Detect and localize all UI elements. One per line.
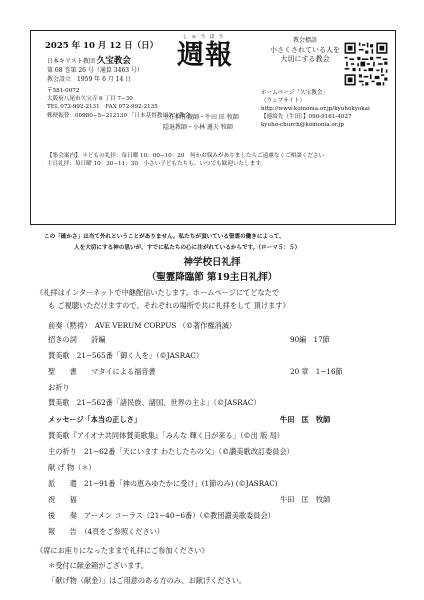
broadcast-note-2: も ご視聴いただけますので、それぞれの場所で共に礼拝をして 頂けます》 — [48, 301, 290, 310]
offering-box-note: ＊受付に献金箱がございます。 — [48, 561, 149, 570]
pastors-block — [163, 113, 239, 132]
call-to-worship: 招きの詞 詩編 — [48, 335, 106, 344]
call-reference: 90編 17節 — [290, 335, 330, 344]
website-label: ホームページ「久宝教会」 — [261, 90, 329, 96]
benediction-pastor: 牛田 匡 牧師 — [280, 495, 331, 504]
seat-note: 《席にお座りになったままで礼拝にご参加ください》 — [36, 546, 209, 555]
motto-line-1: 小さくされている人を — [270, 45, 340, 54]
title-ruby: しゅうほう — [182, 34, 228, 40]
scripture-reading: 聖 書 マタイによる福音書 — [48, 367, 156, 376]
prelude: 前奏（黙祷） AVE VERUM CORPUS （©著作権消滅） — [48, 321, 237, 330]
website-sub: （ウェブサイト） — [261, 98, 306, 104]
verse-line-1: この「確かさ」は当て外れということがありません。私たちが頂いている聖霊の働きによって、 — [44, 234, 285, 240]
hymn-2: 賛美歌 21−562番「諸民族、諸国、世界の主よ」（©JASRAC） — [48, 398, 261, 407]
issue-date: 2025 年 10 月 12 日（日） — [45, 41, 159, 51]
church-name: 久宝教会 — [96, 56, 131, 66]
postlude: 後 奏 アーメン コーラス（21−40−6番）（©教団讃美歌委員会） — [48, 511, 275, 520]
sending-hymn: 派 遣 21−91番「神の恵みゆたかに受け」(1節のみ) (©JASRAC) — [48, 479, 278, 488]
church-block — [47, 57, 143, 84]
pastor-primary: 主任担任教師・牛田 匡 牧師 — [163, 114, 239, 121]
sermon-title: メッセージ「本当の正しさ」 — [48, 415, 142, 424]
bulletin-header — [30, 30, 396, 225]
contact-phone: 【連絡先（牛田）】090-9161-4027 — [261, 114, 352, 120]
service-title: 神学校日礼拝 — [183, 257, 241, 268]
contact-email[interactable]: kyuho-church@koinonia.or.jp — [261, 122, 344, 128]
website-url[interactable]: http://www.koinonia.or.jp/kyuhokyokai — [261, 106, 370, 112]
scripture-verse — [44, 232, 384, 254]
bulletin-title — [173, 34, 237, 71]
meeting-line-1: 【集会案内】 ＊どもの礼拝：毎日曜 10：00−10：20 何かお悩みがありましたらご遠慮なくご相談ください — [47, 153, 325, 159]
address: 大阪府八尾市久宝寺 6 丁目 7−30 — [47, 96, 133, 103]
founded-line: 教会設立 1959 年 6 月 14 日 — [47, 76, 132, 83]
church-motto — [261, 37, 349, 64]
broadcast-note-1: 《礼拝はインターネットで中継配信いたします。ホームページにてどなたで — [36, 288, 280, 297]
prayer: お祈り — [48, 383, 70, 392]
motto-line-2: 大切にする教会 — [280, 54, 330, 63]
verse-line-2: 人を大切にする神の思いが、すでに私たちの心に注がれているからです。（ローマ５：５） — [74, 245, 301, 251]
offering-note: 「献げ物（献金）」はご用意のある方のみ、お献げください。 — [48, 576, 247, 585]
meeting-line-2: 主日礼拝：毎日曜 10：30−11：30 小さい子どもたちも、いつでも歓迎いたします。 — [47, 161, 267, 168]
service-subtitle: （聖霊降臨節 第19主日礼拝） — [146, 272, 278, 283]
benediction: 祝 福 — [48, 495, 77, 504]
issue-line: 第 68 巻第 26 号（通算 3463 号） — [47, 67, 143, 74]
hymn-3: 賛美歌『アイオナ共同体賛美歌集』「みんな 輝く日が来る」（©出 版 局） — [48, 431, 284, 440]
scripture-reference: 20 章 1−16節 — [290, 367, 343, 376]
sermon-preacher: 牛田 匡 牧師 — [280, 415, 331, 424]
contact-block — [261, 89, 370, 129]
announcements: 報 告 （4頁をご参照ください） — [48, 527, 164, 536]
tel-fax: TEL 072-992-2131 FAX 072-992-2135 — [47, 104, 158, 111]
motto-label: 教会標語 — [292, 37, 317, 44]
church-prefix: 日本キリスト教団 — [47, 58, 95, 65]
hymn-1: 賛美歌 21−565番「御く人を」（©JASRAC） — [48, 351, 204, 360]
offering: 献 げ 物（＊） — [48, 463, 96, 472]
meeting-info — [47, 152, 324, 169]
qr-code-icon[interactable] — [343, 41, 389, 87]
pastor-retired: 隠退教師・小林 遜夫 牧師 — [163, 123, 233, 131]
bank-transfer: 郵便振替：00980−5−212130 「日本基督教団久宝教会」 — [47, 112, 196, 119]
title-text: 週報 — [177, 40, 233, 71]
postal-code: 〒581-0072 — [47, 88, 80, 94]
lords-prayer: 主の祈り 21−62番「天にいます わたしたちの父」（©讃美歌改訂委員会） — [48, 447, 294, 456]
